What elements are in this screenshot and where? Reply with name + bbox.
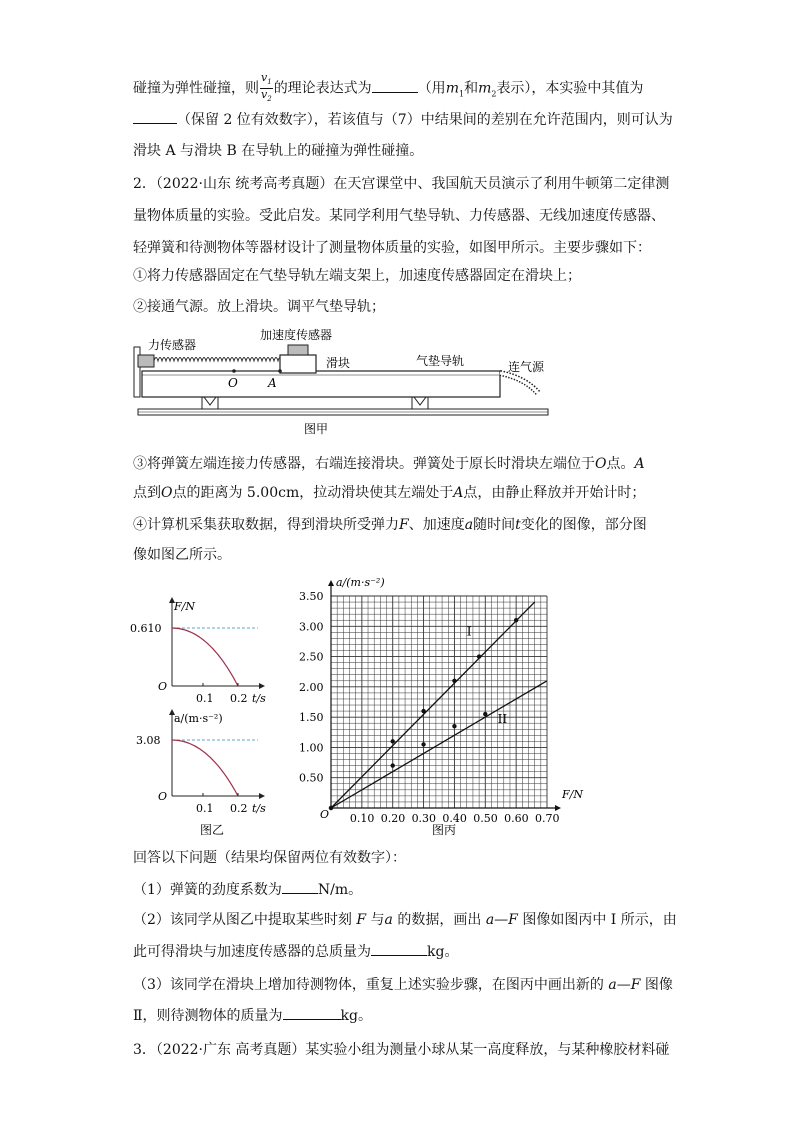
label-A: A	[268, 376, 277, 390]
data-point-II	[421, 742, 425, 746]
y-tick-label: 1.50	[299, 711, 324, 725]
data-point-II	[329, 806, 333, 810]
graph-a-t	[136, 712, 266, 815]
q2-step1: ①将力传感器固定在气垫导轨左端支架上，加速度传感器固定在滑块上；	[133, 268, 581, 284]
curve-F-t	[172, 628, 238, 686]
x-tick-label: 0.30	[411, 812, 437, 825]
answer-q2-line2: 此可得滑块与加速度传感器的总质量为 kg。	[133, 941, 458, 962]
tick-0.1-top: 0.1	[196, 692, 214, 705]
answer-blank	[372, 78, 418, 93]
x-tick-label: 0.70	[535, 812, 560, 825]
point-A-marker	[278, 369, 282, 373]
caption-yi: 图乙	[200, 823, 225, 837]
slider-block	[280, 355, 316, 373]
series-label-II: II	[497, 712, 508, 727]
q2-step2: ②接通气源。放上滑块。调平气垫导轨；	[133, 299, 385, 315]
track-support-right	[412, 397, 428, 409]
answers-intro: 回答以下问题（结果均保留两位有效数字）：	[133, 850, 406, 866]
x-tick-label: 0.40	[442, 812, 467, 825]
y-tick-label: 1.00	[299, 741, 324, 755]
answer-blank	[133, 109, 177, 124]
origin-bottom: O	[158, 790, 168, 803]
x-tick-label: 0.10	[349, 812, 375, 825]
chart-ylabel: a/(m·s⁻²)	[336, 576, 385, 589]
data-point-I	[452, 679, 456, 683]
x-tick-label: 0.20	[380, 812, 406, 825]
origin-top: O	[158, 680, 168, 693]
label-accel-sensor: 加速度传感器	[260, 328, 333, 342]
answer-q3-line2: Ⅱ，则待测物体的质量为 kg。	[133, 1005, 372, 1026]
data-point-II	[483, 712, 487, 716]
figure-bing-chart	[296, 572, 596, 840]
chart-origin: O	[320, 808, 330, 821]
label-slider: 滑块	[326, 356, 351, 370]
series-label-I: I	[466, 624, 472, 639]
q2-line2: 量物体质量的实验。受此启发。某同学利用气垫导轨、力传感器、无线加速度传感器、	[133, 208, 665, 224]
tick-0.2-top: 0.2	[230, 692, 248, 705]
q2-step3: ③将弹簧左端连接力传感器，右端连接滑块。弹簧处于原长时滑块左端位于O点。A	[133, 456, 645, 472]
data-point-II	[452, 724, 456, 728]
accel-sensor	[288, 345, 308, 355]
figure-yi	[128, 590, 278, 840]
answer-blank	[371, 941, 427, 956]
q2-line3: 轻弹簧和待测物体等器材设计了测量物体质量的实验，如图甲所示。主要步骤如下：	[133, 240, 651, 256]
data-point-I	[391, 739, 395, 743]
chart-caption: 图丙	[432, 823, 457, 837]
y-tick-label: 3.00	[299, 620, 324, 634]
v1-over-v2-fraction: $\frac{v_1}{v_2}$	[261, 71, 272, 104]
answer-blank	[282, 879, 318, 894]
q2-step4b: 像如图乙所示。	[133, 547, 231, 563]
track-support-left	[202, 397, 218, 409]
q2-step4: ④计算机采集获取数据，得到滑块所受弹力F、加速度a随时间t变化的图像，部分图	[133, 517, 647, 533]
curve-a-t	[172, 740, 238, 796]
q2-step3b: 点到O点的距离为 5.00cm，拉动滑块使其左端处于A点，由静止释放并开始计时；	[133, 485, 646, 501]
q2-line1: 2．（2022·山东 统考高考真题）在天宫课堂中、我国航天员演示了利用牛顿第二定律测	[133, 176, 670, 192]
xlabel-t-bottom: t/s	[252, 802, 266, 815]
answer-q1: （1）弹簧的劲度系数为 N/m。	[133, 879, 362, 900]
point-O-marker	[232, 369, 236, 373]
answer-q3-line1: （3）该同学在滑块上增加待测物体，重复上述实验步骤，在图丙中画出新的 a—F 图像	[133, 977, 673, 993]
xlabel-t-top: t/s	[252, 692, 266, 705]
figure-jia	[130, 325, 560, 440]
q3-line1: 3．（2022·广东 高考真题）某实验小组为测量小球从某一高度释放，与某种橡胶材料碰	[133, 1042, 670, 1058]
ylabel-a: a/(m·s⁻²)	[174, 712, 223, 725]
y-axis-arrow	[328, 580, 334, 586]
answer-q2-line1: （2）该同学从图乙中提取某些时刻 F 与a 的数据，画出 a—F 图像如图丙中 I 所示，由	[133, 912, 677, 928]
tick-0.2-bottom: 0.2	[230, 802, 248, 815]
y-tick-label: 3.50	[299, 590, 324, 603]
data-point-II	[391, 763, 395, 767]
label-air-track: 气垫导轨	[416, 354, 465, 368]
label-air-source: 连气源	[508, 360, 545, 374]
x-tick-label: 0.50	[473, 812, 498, 825]
value-308: 3.08	[136, 734, 161, 747]
answer-blank	[283, 1005, 341, 1020]
data-point-I	[421, 709, 425, 713]
data-point-I	[477, 654, 481, 658]
force-sensor	[138, 355, 154, 367]
air-pipe	[500, 373, 538, 393]
para0-line1: 碰撞为弹性碰撞，则 $\frac{v_1}{v_2}$ 的理论表达式为 （用$m_1$和$m_2$表示），本实验中其值为	[133, 71, 644, 104]
para0-line3: 滑块 A 与滑块 B 在导轨上的碰撞为弹性碰撞。	[133, 143, 424, 159]
spring	[154, 358, 282, 362]
y-tick-label: 2.00	[299, 680, 324, 694]
series-line-II	[331, 681, 547, 808]
graph-F-t	[130, 600, 266, 705]
tick-0.1-bottom: 0.1	[196, 802, 214, 815]
label-O: O	[228, 376, 238, 390]
chart-xlabel: F/N	[562, 788, 583, 801]
x-tick-label: 0.60	[504, 812, 529, 825]
chart-grid	[331, 596, 547, 808]
para0-line2: （保留 2 位有效数字），若该值与（7）中结果间的差别在允许范围内，则可认为	[133, 109, 673, 130]
label-force-sensor: 力传感器	[148, 338, 197, 352]
caption-jia: 图甲	[304, 422, 329, 436]
x-axis-arrow	[555, 805, 561, 811]
y-tick-label: 2.50	[299, 650, 324, 664]
data-point-I	[514, 618, 518, 622]
value-0610: 0.610	[130, 622, 162, 635]
ylabel-F: F/N	[174, 600, 195, 613]
y-tick-label: 0.50	[299, 771, 324, 785]
